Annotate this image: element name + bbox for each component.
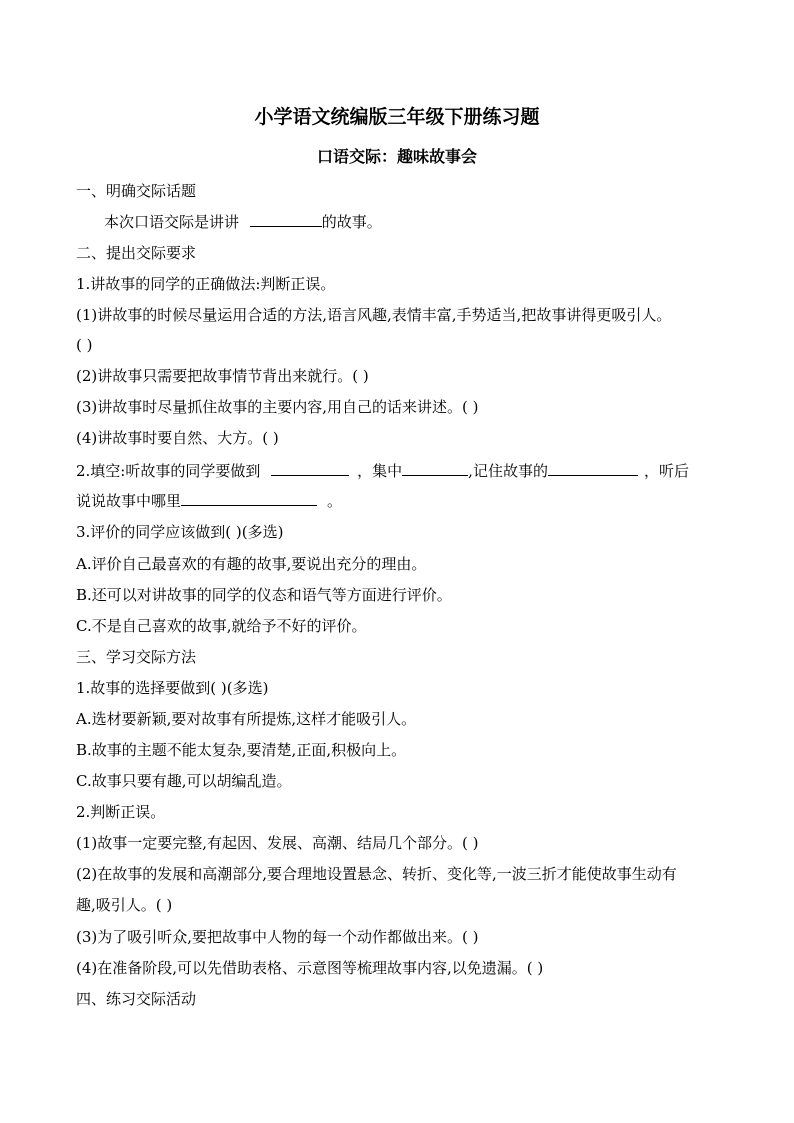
question-text: 的故事。 [321,213,382,231]
question-line [104,211,754,233]
question-text: 2.填空:听故事的同学要做到 [76,462,261,480]
page-subtitle: 口语交际：趣味故事会 [316,147,477,166]
judgment-item[interactable]: ( ) [76,336,93,354]
question-2: 2.判断正误。 [76,803,166,821]
question-1: 1.故事的选择要做到( )(多选) [76,679,269,697]
answer-blank[interactable] [271,460,349,476]
answer-blank[interactable] [181,490,317,506]
section-heading-1: 一、明确交际话题 [76,182,197,200]
judgment-item: 趣,吸引人。( ) [76,896,173,914]
answer-blank[interactable] [548,460,638,476]
judgment-item: (2)在故事的发展和高潮部分,要合理地设置悬念、转折、变化等,一波三折才能使故事生动有 [76,865,677,883]
section-heading-4: 四、练习交际活动 [76,990,197,1008]
answer-blank[interactable] [250,211,322,227]
option-b: B.故事的主题不能太复杂,要清楚,正面,积极向上。 [76,741,407,759]
option-a: A.选材要新颖,要对故事有所提炼,这样才能吸引人。 [76,710,417,728]
answer-blank[interactable] [402,460,468,476]
question-text: ，集中 [357,462,403,480]
judgment-item: (2)讲故事只需要把故事情节背出来就行。( ) [76,367,369,385]
question-text: 。 [327,492,343,510]
question-text: ，听后 [643,462,689,480]
section-heading-3: 三、学习交际方法 [76,648,197,666]
judgment-item: (1)讲故事的时候尽量运用合适的方法,语言风趣,表情丰富,手势适当,把故事讲得更吸引人。 [76,306,672,324]
question-1: 1.讲故事的同学的正确做法:判断正误。 [76,275,336,293]
question-2-line-1 [76,460,726,482]
question-text: 说说故事中哪里 [76,492,182,510]
judgment-item: (4)在准备阶段,可以先借助表格、示意图等梳理故事内容,以免遗漏。( ) [76,959,544,977]
option-c: C.故事只要有趣,可以胡编乱造。 [76,772,292,790]
judgment-item: (3)讲故事时尽量抓住故事的主要内容,用自己的话来讲述。( ) [76,398,479,416]
option-c: C.不是自己喜欢的故事,就给予不好的评价。 [76,617,367,635]
judgment-item: (3)为了吸引听众,要把故事中人物的每一个动作都做出来。( ) [76,928,479,946]
question-text: 本次口语交际是讲讲 [104,213,240,231]
option-a: A.评价自己最喜欢的有趣的故事,要说出充分的理由。 [76,555,427,573]
page-title: 小学语文统编版三年级下册练习题 [254,106,540,128]
section-heading-2: 二、提出交际要求 [76,244,197,262]
option-b: B.还可以对讲故事的同学的仪态和语气等方面进行评价。 [76,586,452,604]
question-3: 3.评价的同学应该做到( )(多选) [76,523,284,541]
question-2-line-2 [76,490,726,512]
question-text: ,记住故事的 [468,462,548,480]
judgment-item: (1)故事一定要完整,有起因、发展、高潮、结局几个部分。( ) [76,834,479,852]
judgment-item: (4)讲故事时要自然、大方。( ) [76,429,279,447]
